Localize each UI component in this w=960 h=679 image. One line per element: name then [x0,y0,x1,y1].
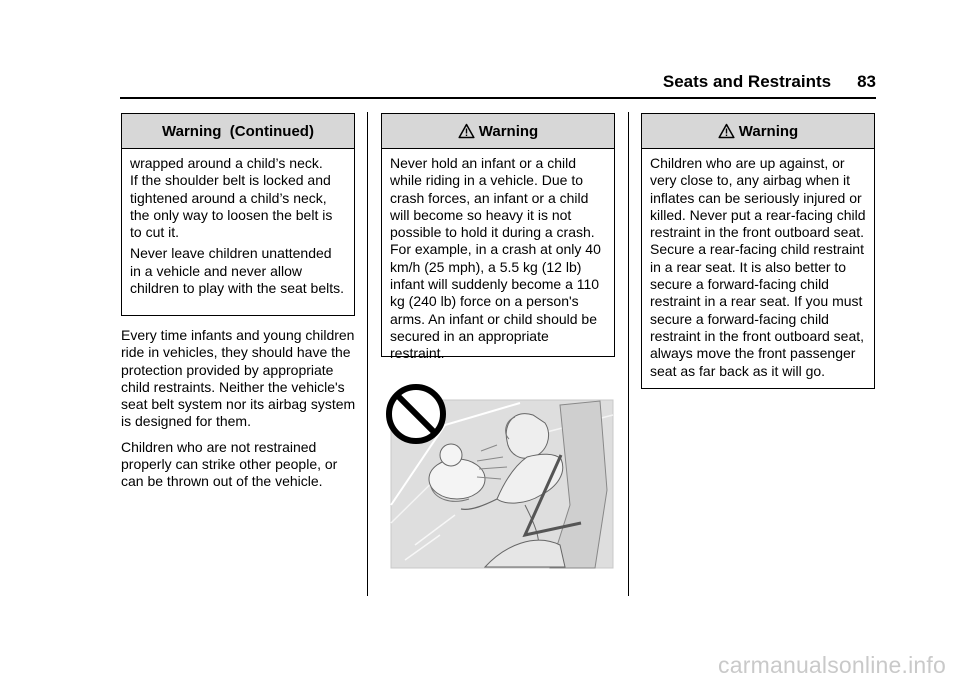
warning-paragraph: Never hold an infant or a child while riding in a vehicle. Due to crash forces, an infant or a child will become so heavy it is not possible to hold it during a crash. For example, in a crash at only 40 km/h (25 mph), a 5.5 kg (12 lb) infant will suddenly become a 110 kg (240 lb) force on a person's arms. An infant or child should be secured in an appropriate restraint. [390,155,601,362]
watermark [0,652,960,679]
paragraph: Every time infants and young children ride in vehicles, they should have the protection provided by appropriate child restraints. Neither the vehicle's seat belt system nor its airbag system is designed for them. [121,327,356,430]
prohibition-icon [385,383,447,445]
warning-box-airbag [641,113,875,389]
watermark-text: carmanualsonline.info [718,652,946,678]
warning-body [122,149,354,305]
paragraph: Children who are not restrained properly can strike other people, or can be thrown out of the vehicle. [121,438,338,490]
warning-paragraph: wrapped around a child’s neck. If the shoulder belt is locked and tightened around a child’s neck, the only way to loosen the belt is to cut it. [130,155,333,241]
warning-triangle-icon [718,123,735,139]
page-header [540,72,876,92]
header-rule [120,97,876,99]
warning-title: Warning [478,122,539,140]
warning-paragraph: Children who are up against, or very close to, any airbag when it inflates can be seriously injured or killed. Never put a rear-facing child restraint in the front outboard seat. Secure a rear-facing child restraint in a rear seat. It is also better to secure a forward-facing child restraint in a rear seat. If you must secure a forward-facing child restraint in the front outboard seat, always move the front passenger seat as far back as it will go. [650,155,866,379]
warning-body [382,149,614,371]
warning-header [642,114,874,149]
page-number: 83 [857,72,876,91]
column-divider [628,112,629,596]
warning-box-infant [381,113,615,362]
warning-triangle-icon [458,123,475,139]
warning-body [642,149,874,388]
body-text [121,327,357,499]
warning-header [122,114,354,149]
warning-title: Warning [738,122,799,140]
warning-box-continued [121,113,355,316]
warning-header [382,114,614,149]
warning-title: Warning (Continued) [162,122,314,140]
warning-paragraph: Never leave children unattended in a vehicle and never allow children to play with the seat belts. [130,245,345,297]
section-title: Seats and Restraints [662,72,832,91]
column-divider [367,112,368,596]
